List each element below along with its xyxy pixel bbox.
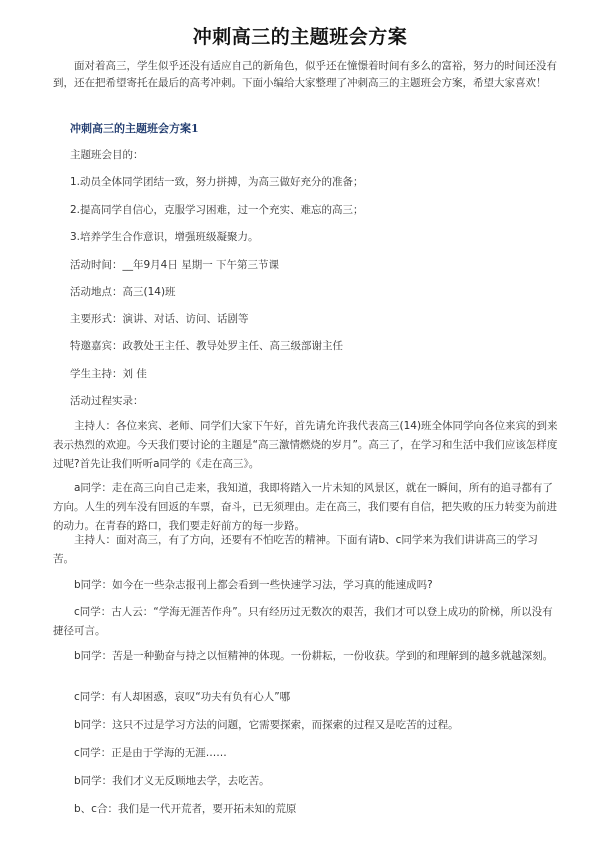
dialogue-paragraph: c同学：正是由于学海的无涯……	[74, 747, 227, 759]
dialogue-paragraph: c同学：有人却困惑，哀叹“功夫有负有心人”哪	[74, 691, 291, 703]
dialogue-paragraph: 主持人：各位来宾、老师、同学们大家下午好，首先请允许我代表高三(14)班全体同学向各位来宾的到来表示热烈的欢迎。今天我们要讨论的主题是“高三激情燃烧的岁月”。高三了，在学习和生活中我们应该怎样度过呢?首先让我们听听a同学的《走在高三》。	[53, 420, 558, 470]
page-title: 冲刺高三的主题班会方案	[192, 26, 408, 48]
dialogue-paragraph: c同学：古人云：“学海无涯苦作舟”。只有经历过无数次的艰苦，我们才可以登上成功的阶梯，所以没有捷径可言。	[53, 606, 553, 637]
section-heading: 冲刺高三的主题班会方案1	[70, 122, 199, 135]
dialogue-paragraph: b同学：如今在一些杂志报刊上都会看到一些快速学习法，学习真的能速成吗?	[74, 579, 433, 591]
goal-item: 2.提高同学自信心，克服学习困难，过一个充实、难忘的高三；	[70, 204, 364, 216]
intro-paragraph: 面对着高三，学生似乎还没有适应自己的新角色，似乎还在憧憬着时间有多么的富裕，努力的时间还没有到，还在把希望寄托在最后的高考冲刺。下面小编给大家整理了冲刺高三的主题班会方案，希望大家喜欢！	[53, 60, 557, 89]
process-label: 活动过程实录：	[70, 395, 144, 407]
student-host: 学生主持：刘 佳	[70, 368, 147, 380]
dialogue-paragraph: b同学：这只不过是学习方法的问题，它需要探索，而探索的过程又是吃苦的过程。	[74, 719, 459, 731]
dialogue-paragraph: b、c合：我们是一代开荒者，要开拓未知的荒原	[74, 803, 297, 815]
dialogue-paragraph: a同学：走在高三向自己走来，我知道，我即将踏入一片未知的风景区，就在一瞬间，所有的追寻都有了方向。人生的列车没有回返的车票，奋斗，已无须理由。走在高三，我们要有自信，把失败的压力转变为前进的动力。在青春的路口，我们要走好前方的每一步路。	[53, 482, 557, 532]
dialogue-paragraph: 主持人：面对高三，有了方向，还要有不怕吃苦的精神。下面有请b、c同学来为我们讲讲高三的学习苦。	[53, 534, 538, 565]
purpose-label: 主题班会目的：	[70, 149, 144, 161]
dialogue-paragraph: b同学：我们才义无反顾地去学，去吃苦。	[74, 775, 270, 787]
activity-form: 主要形式：演讲、对话、访问、话剧等	[70, 313, 249, 325]
special-guests: 特邀嘉宾：政教处王主任、教导处罗主任、高三级部谢主任	[70, 340, 343, 352]
goal-item: 3.培养学生合作意识，增强班级凝聚力。	[70, 231, 259, 243]
dialogue-paragraph: b同学：苦是一种勤奋与持之以恒精神的体现。一份耕耘，一份收获。学到的和理解到的越多就越深刻。	[74, 650, 554, 662]
activity-time: 活动时间：__年9月4日 星期一 下午第三节课	[70, 259, 280, 271]
goal-item: 1.动员全体同学团结一致，努力拼搏，为高三做好充分的准备；	[70, 176, 364, 188]
activity-place: 活动地点：高三(14)班	[70, 286, 176, 298]
